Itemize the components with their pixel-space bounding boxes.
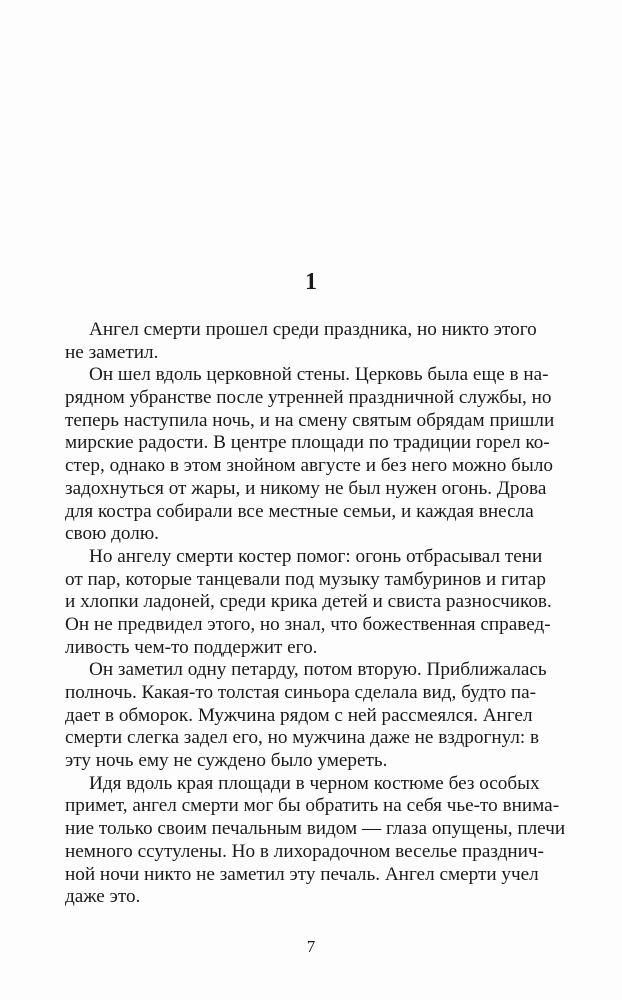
text-line: рядном убранстве после утренней праздничной службы, но [65, 387, 552, 409]
text-line: свою долю. [65, 523, 159, 545]
text-line: даже это. [65, 886, 141, 908]
chapter-number: 1 [305, 269, 317, 295]
text-line: Он не предвидел этого, но знал, что божественная справед- [65, 613, 551, 635]
text-line: теперь наступила ночь, и на смену святым обрядам пришли [65, 409, 555, 431]
text-line: стер, однако в этом знойном августе и без него можно было [65, 455, 553, 477]
text-line: полночь. Какая-то толстая синьора сделала вид, будто па- [65, 682, 537, 703]
text-line: задохнуться от жары, и никому не был нужен огонь. Дрова [65, 477, 547, 499]
text-line: примет, ангел смерти мог бы обратить на себя чье-то внима- [65, 795, 560, 817]
text-line: смерти слегка задел его, но мужчина даже не вздрогнул: в [65, 727, 540, 749]
text-line: Ангел смерти прошел среди праздника, но никто этого [89, 319, 537, 340]
text-line: Идя вдоль края площади в черном костюме без особых [89, 772, 540, 794]
text-line: не заметил. [65, 341, 159, 363]
text-line: мирские радости. В центре площади по традиции горел ко- [65, 432, 550, 454]
text-line: ной ночи никто не заметил эту печаль. Ангел смерти учел [65, 863, 539, 885]
text-line: и хлопки ладоней, среди крика детей и свиста разносчиков. [65, 591, 552, 613]
text-line: Он заметил одну петарду, потом вторую. Приближалась [89, 659, 547, 681]
text-line: Он шел вдоль церковной стены. Церковь была еще в на- [89, 364, 549, 386]
text-line: ние только своим печальным видом — глаза опущены, плечи [65, 818, 566, 840]
text-line: Но ангелу смерти костер помог: огонь отбрасывал тени [89, 545, 543, 567]
page-number: 7 [306, 937, 316, 956]
body-text [65, 319, 574, 909]
text-line: немного ссутулены. Но в лихорадочном веселье празднич- [65, 840, 544, 862]
text-line: эту ночь ему не суждено было умереть. [65, 750, 388, 772]
text-line: ливость чем-то поддержит его. [65, 636, 318, 658]
text-line: от пар, которые танцевали под музыку тамбуринов и гитар [65, 568, 546, 590]
text-line: дает в обморок. Мужчина рядом с ней рассмеялся. Ангел [65, 704, 533, 726]
text-line: для костра собирали все местные семьи, и каждая внесла [65, 500, 534, 522]
